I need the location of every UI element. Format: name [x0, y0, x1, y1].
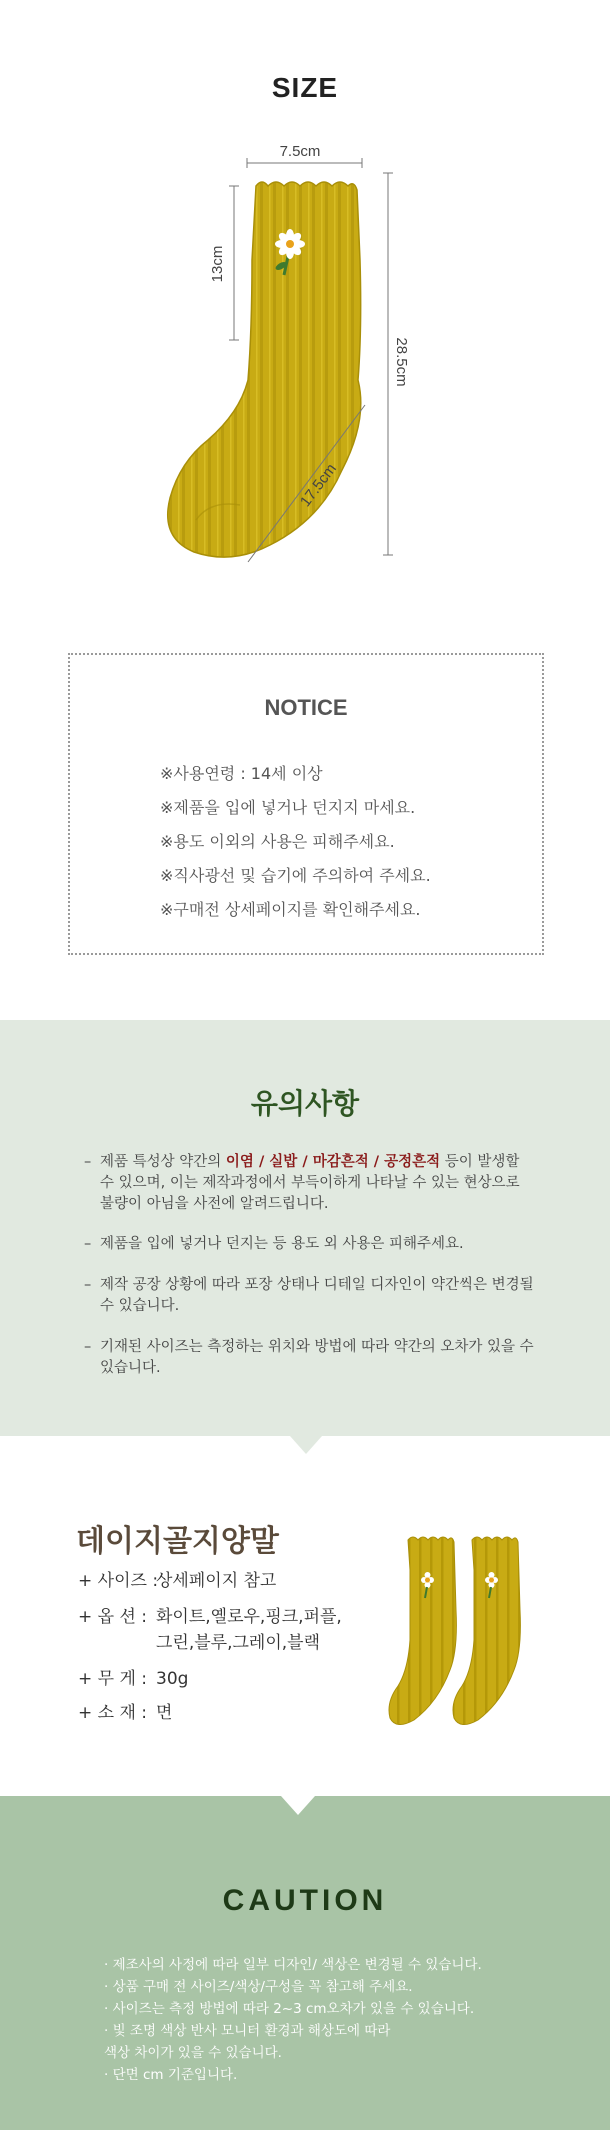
sock-size-diagram: [0, 130, 610, 590]
caution-item: · 상품 구매 전 사이즈/색상/구성을 꼭 참고해 주세요.: [104, 1979, 413, 1995]
spec-key: + 무 게 :: [78, 1669, 148, 1689]
product-name: 데이지골지양말: [76, 1524, 279, 1559]
warning-text: 등이 발생할 수 있으며, 이는 제작과정에서 부득이하게 나타날 수 있는 현상으로 불량이 아님을 사전에 알려드립니다.: [100, 1154, 520, 1212]
warning-dash: –: [84, 1339, 92, 1355]
spec-key: + 소 재 :: [78, 1703, 148, 1723]
warning-item: [84, 1275, 534, 1317]
width-label: 7.5cm: [279, 143, 321, 160]
spec-key: + 사이즈 :: [78, 1571, 159, 1591]
warning-highlight: 이염 / 실밥 / 마감흔적 / 공정흔적: [225, 1154, 441, 1170]
spec-value: 그린,블루,그레이,블랙: [156, 1633, 321, 1653]
spec-value: 상세페이지 참고: [156, 1571, 277, 1591]
spec-key: + 옵 션 :: [78, 1607, 148, 1627]
warning-dash: –: [84, 1236, 92, 1252]
notice-list: [160, 757, 431, 927]
foot-length-label: 17.5cm: [296, 460, 341, 511]
spec-material: [78, 1700, 172, 1726]
spec-value: 면: [156, 1703, 173, 1723]
caution-list: [104, 1954, 482, 2086]
spec-weight: [78, 1666, 188, 1692]
notice-item: ※용도 이외의 사용은 피해주세요.: [160, 832, 395, 851]
notice-item: ※직사광선 및 습기에 주의하여 주세요.: [160, 866, 431, 885]
caution-title: CAUTION: [222, 1884, 388, 1917]
notice-item: ※제품을 입에 넣거나 던지지 마세요.: [160, 798, 416, 817]
sock-left: [389, 1537, 456, 1725]
total-height-label: 28.5cm: [393, 337, 410, 387]
warning-item: [84, 1337, 534, 1379]
caution-item: · 빛 조명 색상 반사 모니터 환경과 해상도에 따라: [104, 2023, 391, 2039]
section-arrow: [290, 1436, 322, 1454]
spec-size: [78, 1568, 276, 1594]
warning-item: [84, 1152, 534, 1215]
notice-item: ※구매전 상세페이지를 확인해주세요.: [160, 900, 421, 919]
spec-value: 화이트,옐로우,핑크,퍼플,: [156, 1607, 342, 1627]
spec-value: 30g: [156, 1669, 189, 1689]
caution-item: · 제조사의 사정에 따라 일부 디자인/ 색상은 변경될 수 있습니다.: [104, 1957, 482, 1973]
spec-options-cont: [78, 1630, 320, 1656]
warning-text: 제품을 입에 넣거나 던지는 등 용도 외 사용은 피해주세요.: [100, 1236, 464, 1252]
warning-dash: –: [84, 1277, 92, 1293]
warning-item: [84, 1234, 534, 1255]
notice-box: [68, 653, 544, 955]
caution-section: [0, 1796, 610, 2130]
spec-options: [78, 1604, 342, 1630]
sock-illustration: [168, 182, 361, 557]
caution-item: · 단면 cm 기준입니다.: [104, 2067, 238, 2083]
sock-right: [453, 1537, 520, 1725]
size-title: SIZE: [271, 72, 339, 103]
warning-title: 유의사항: [250, 1087, 360, 1120]
caution-item: · 사이즈는 측정 방법에 따라 2~3 cm오차가 있을 수 있습니다.: [104, 2001, 475, 2017]
notice-title: NOTICE: [264, 695, 348, 720]
product-photo: [386, 1530, 576, 1730]
caution-item: 색상 차이가 있을 수 있습니다.: [104, 2045, 282, 2061]
size-section: [0, 0, 610, 620]
warning-text: 제작 공장 상황에 따라 포장 상태나 디테일 디자인이 약간씩은 변경될 수 있습니다.: [100, 1277, 534, 1314]
warning-text: 제품 특성상 약간의: [100, 1154, 226, 1170]
warning-text: 기재된 사이즈는 측정하는 위치와 방법에 따라 약간의 오차가 있을 수 있습니다.: [100, 1339, 534, 1376]
notice-item: ※사용연령 : 14세 이상: [160, 764, 323, 783]
warning-section: [0, 1020, 610, 1436]
cuff-height-label: 13cm: [209, 245, 226, 283]
caution-arrow: [281, 1796, 315, 1815]
warning-dash: –: [84, 1154, 92, 1170]
